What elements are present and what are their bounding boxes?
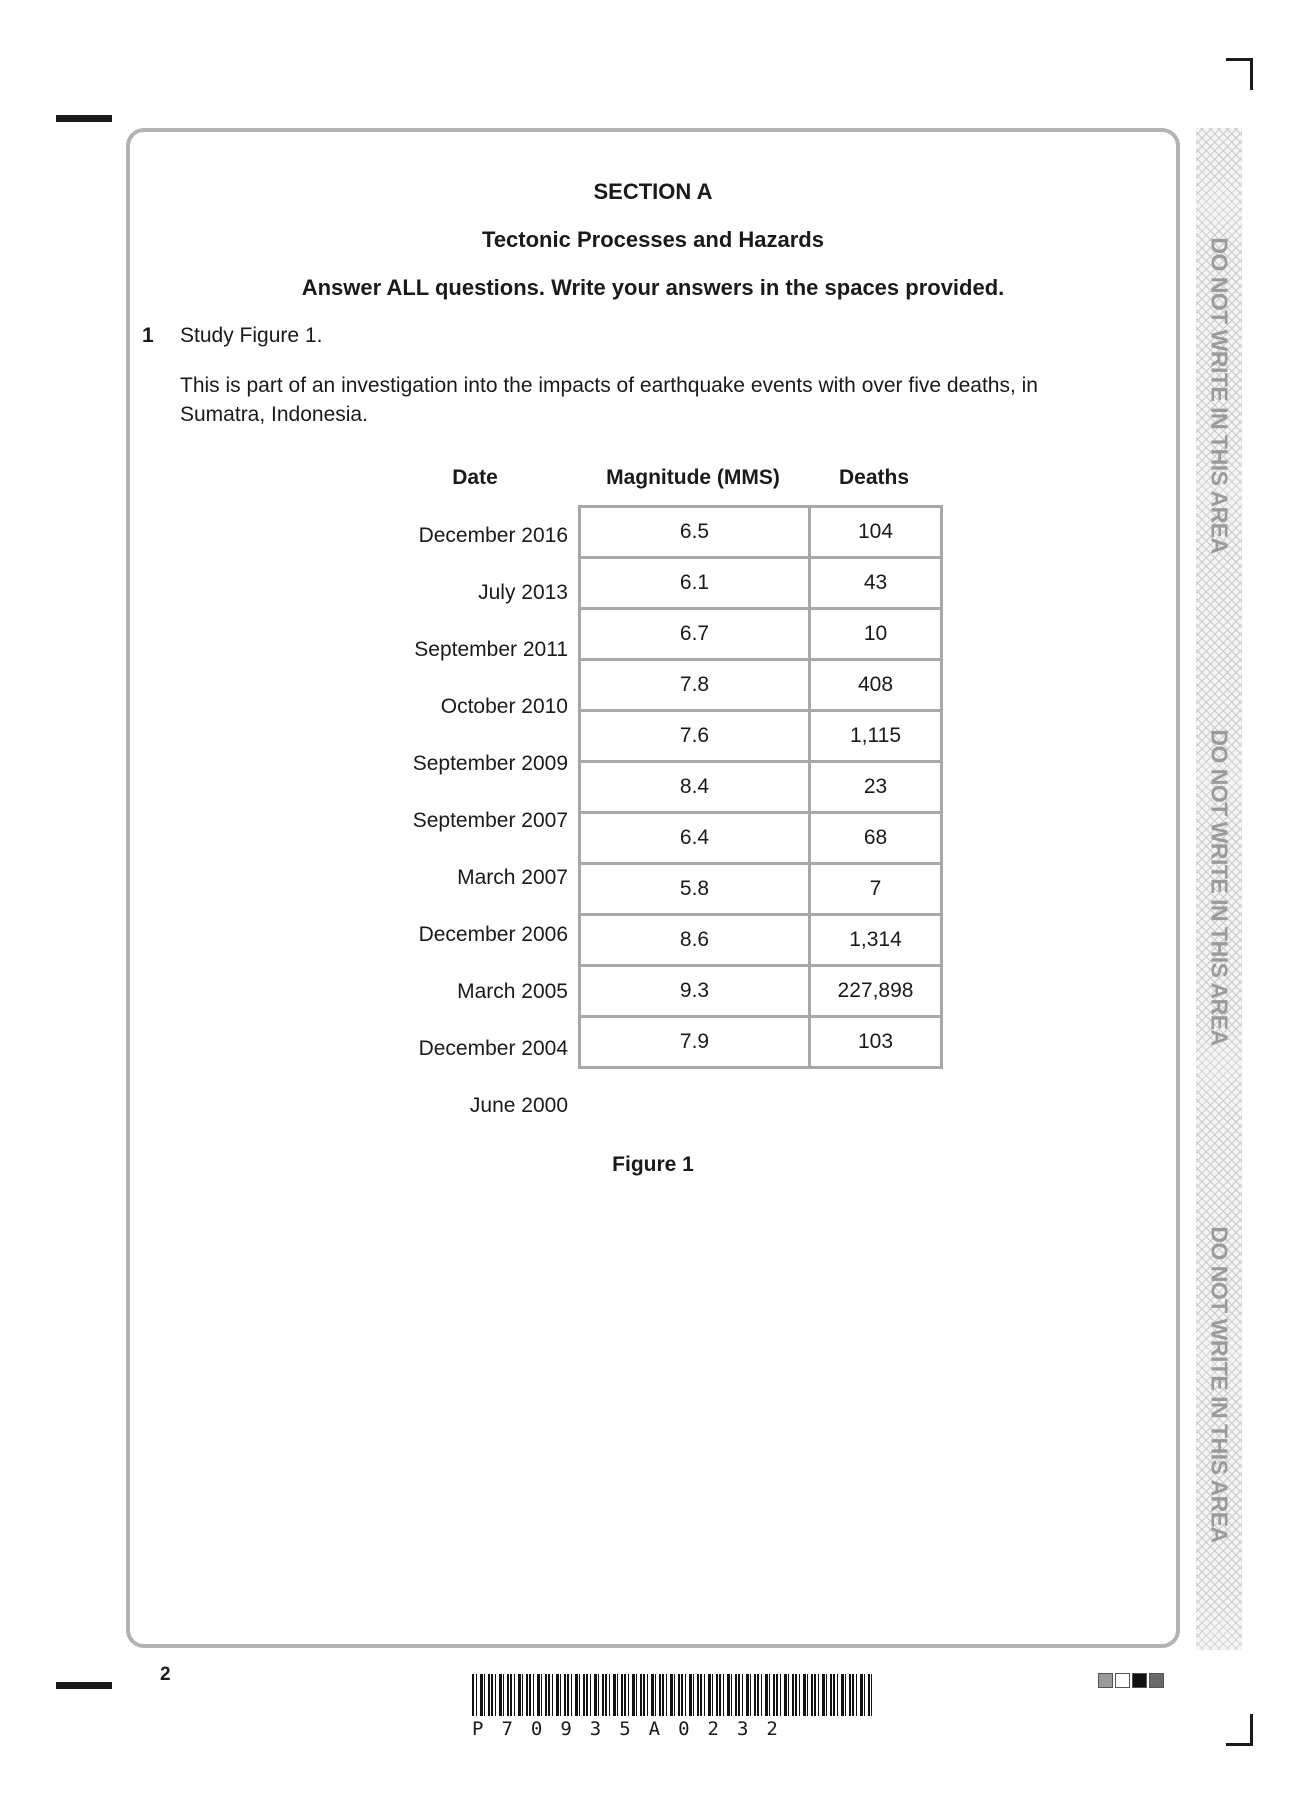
column-header-magnitude: Magnitude (MMS) xyxy=(606,466,780,489)
crop-mark-top-right-h xyxy=(1226,58,1253,61)
table-row xyxy=(580,558,942,609)
registration-marks xyxy=(1098,1673,1166,1688)
magnitude-cell: 6.1 xyxy=(580,558,810,609)
date-label: December 2004 xyxy=(418,1037,568,1060)
magnitude-cell: 6.5 xyxy=(580,507,810,558)
deaths-cell: 23 xyxy=(810,762,942,813)
crop-mark-left-bottom xyxy=(56,1682,112,1689)
date-label: September 2011 xyxy=(414,638,568,661)
deaths-cell: 408 xyxy=(810,660,942,711)
table-row xyxy=(580,864,942,915)
deaths-cell: 1,314 xyxy=(810,915,942,966)
date-label: June 2000 xyxy=(469,1094,568,1117)
deaths-cell: 1,115 xyxy=(810,711,942,762)
date-label: July 2013 xyxy=(478,581,568,604)
mark-square xyxy=(1149,1673,1164,1688)
magnitude-cell: 6.4 xyxy=(580,813,810,864)
magnitude-cell: 8.4 xyxy=(580,762,810,813)
crop-mark-left-top xyxy=(56,115,112,122)
table-row xyxy=(580,711,942,762)
magnitude-cell: 5.8 xyxy=(580,864,810,915)
table-row xyxy=(580,507,942,558)
date-label: October 2010 xyxy=(440,695,568,718)
table-row xyxy=(580,915,942,966)
crop-mark-bottom-right-h xyxy=(1226,1743,1253,1746)
question-prompt: Study Figure 1. xyxy=(180,324,323,347)
question-number: 1 xyxy=(142,324,154,347)
date-label: December 2016 xyxy=(418,524,568,547)
date-label: September 2009 xyxy=(412,752,568,775)
crop-mark-top-right-v xyxy=(1250,58,1253,90)
barcode xyxy=(472,1674,872,1716)
magnitude-cell: 7.6 xyxy=(580,711,810,762)
crop-mark-bottom-right-v xyxy=(1250,1714,1253,1746)
magnitude-cell: 9.3 xyxy=(580,966,810,1017)
table-row xyxy=(580,813,942,864)
column-header-date: Date xyxy=(452,466,498,489)
magnitude-cell: 8.6 xyxy=(580,915,810,966)
section-title: SECTION A xyxy=(593,179,713,204)
date-label: March 2005 xyxy=(457,980,568,1003)
table-row xyxy=(580,1017,942,1068)
deaths-cell: 227,898 xyxy=(810,966,942,1017)
figure-caption: Figure 1 xyxy=(612,1153,694,1176)
deaths-cell: 104 xyxy=(810,507,942,558)
topic-title: Tectonic Processes and Hazards xyxy=(482,227,824,252)
column-header-deaths: Deaths xyxy=(838,466,910,489)
mark-square xyxy=(1132,1673,1147,1688)
mark-square xyxy=(1115,1673,1130,1688)
table-row xyxy=(580,762,942,813)
deaths-cell: 103 xyxy=(810,1017,942,1068)
table-row xyxy=(580,660,942,711)
question-intro: This is part of an investigation into the impacts of earthquake events with over five deaths, in Sumatra, Indonesia. xyxy=(180,374,1038,426)
magnitude-cell: 7.8 xyxy=(580,660,810,711)
date-label: March 2007 xyxy=(457,866,568,889)
earthquake-table xyxy=(578,505,943,1069)
barcode-number: P70935A0232 xyxy=(472,1718,796,1740)
date-label: December 2006 xyxy=(418,923,568,946)
date-label: September 2007 xyxy=(412,809,568,832)
deaths-cell: 68 xyxy=(810,813,942,864)
mark-square xyxy=(1098,1673,1113,1688)
page-number: 2 xyxy=(160,1664,171,1685)
table-row xyxy=(580,966,942,1017)
deaths-cell: 7 xyxy=(810,864,942,915)
magnitude-cell: 7.9 xyxy=(580,1017,810,1068)
magnitude-cell: 6.7 xyxy=(580,609,810,660)
instruction: Answer ALL questions. Write your answers in the spaces provided. xyxy=(301,275,1005,300)
deaths-cell: 43 xyxy=(810,558,942,609)
table-row xyxy=(580,609,942,660)
deaths-cell: 10 xyxy=(810,609,942,660)
